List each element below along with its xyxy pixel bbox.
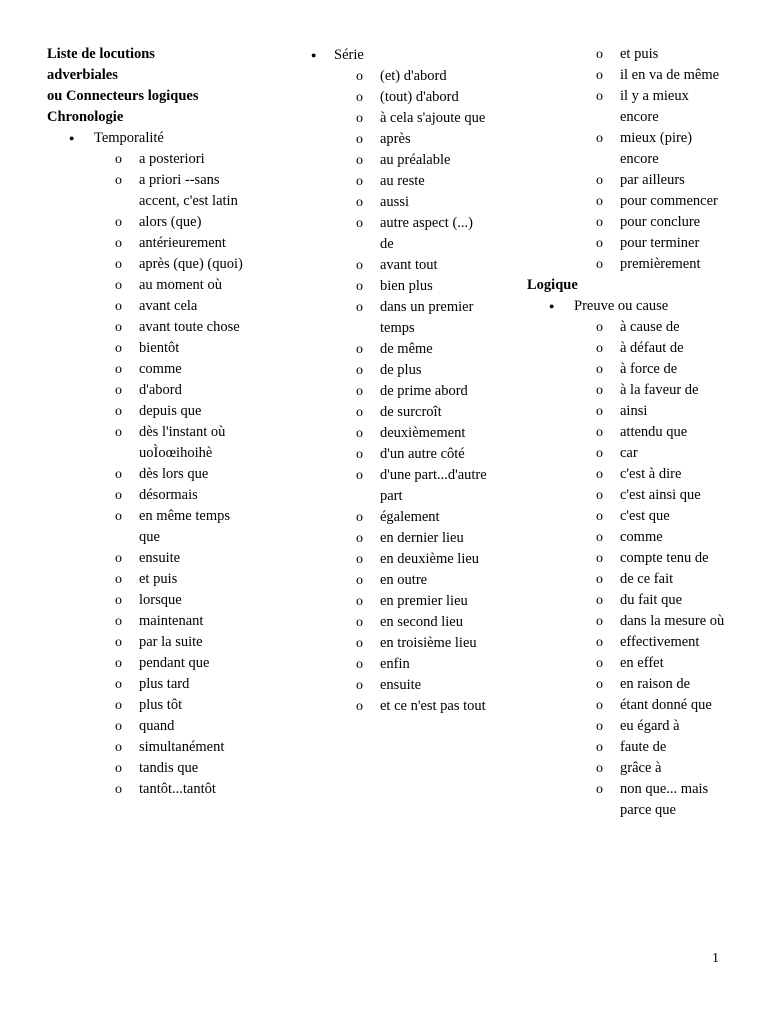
locution-item: o maintenant: [47, 611, 244, 632]
locution-item: o quand: [47, 716, 244, 737]
locution-list-preuve-ou-cause: [527, 317, 757, 821]
locution-item: o en troisième lieu: [311, 633, 490, 654]
locution-item: o dans la mesure où: [527, 611, 730, 632]
locution-item: o effectivement: [527, 632, 730, 653]
locution-item: o par la suite: [47, 632, 244, 653]
category-preuve-ou-cause: ● Preuve ou cause: [527, 296, 757, 317]
locution-item: o en raison de: [527, 674, 730, 695]
locution-item: o lorsque: [47, 590, 244, 611]
locution-item: o par ailleurs: [527, 170, 730, 191]
locution-item: o pour commencer: [527, 191, 730, 212]
locution-item: o de ce fait: [527, 569, 730, 590]
locution-item: o comme: [47, 359, 244, 380]
document-title: [47, 44, 262, 128]
locution-item: o à cela s'ajoute que: [311, 108, 490, 129]
locution-item: o (et) d'abord: [311, 66, 490, 87]
locution-item: o en effet: [527, 653, 730, 674]
locution-item: o tandis que: [47, 758, 244, 779]
locution-item: o enfin: [311, 654, 490, 675]
locution-item: o avant toute chose: [47, 317, 244, 338]
locution-item: o à défaut de: [527, 338, 730, 359]
locution-item: o alors (que): [47, 212, 244, 233]
locution-item: o (tout) d'abord: [311, 87, 490, 108]
locution-list-serie: [311, 66, 511, 717]
locution-item: o dès l'instant où uoÌoœihoihè: [47, 422, 244, 464]
locution-item: o plus tôt: [47, 695, 244, 716]
locution-item: o il en va de même: [527, 65, 730, 86]
locution-item: o avant cela: [47, 296, 244, 317]
locution-item: o en second lieu: [311, 612, 490, 633]
locution-item: o eu égard à: [527, 716, 730, 737]
locution-list-temporalite: [47, 149, 262, 800]
locution-item: o au reste: [311, 171, 490, 192]
locution-item: o pour terminer: [527, 233, 730, 254]
locution-item: o de prime abord: [311, 381, 490, 402]
locution-item: o et ce n'est pas tout: [311, 696, 490, 717]
column-2: [311, 45, 511, 717]
locution-list-serie-continued: [527, 44, 757, 275]
locution-item: o ensuite: [311, 675, 490, 696]
locution-item: o depuis que: [47, 401, 244, 422]
locution-item: o en même temps que: [47, 506, 244, 548]
locution-item: o après (que) (quoi): [47, 254, 244, 275]
locution-item: o a posteriori: [47, 149, 244, 170]
locution-item: o en dernier lieu: [311, 528, 490, 549]
locution-item: o à force de: [527, 359, 730, 380]
category-temporalite: ● Temporalité: [47, 128, 262, 149]
locution-item: o autre aspect (...) de: [311, 213, 490, 255]
locution-item: o ainsi: [527, 401, 730, 422]
locution-item: o bien plus: [311, 276, 490, 297]
locution-item: o d'un autre côté: [311, 444, 490, 465]
locution-item: o à la faveur de: [527, 380, 730, 401]
locution-item: o dès lors que: [47, 464, 244, 485]
locution-item: o dans un premier temps: [311, 297, 490, 339]
locution-item: o et puis: [527, 44, 730, 65]
locution-item: o avant tout: [311, 255, 490, 276]
column-1: [47, 44, 262, 800]
locution-item: o antérieurement: [47, 233, 244, 254]
locution-item: o non que... mais parce que: [527, 779, 730, 821]
section-heading-logique: Logique: [527, 277, 578, 293]
locution-item: o au moment où: [47, 275, 244, 296]
page-number: 1: [712, 951, 719, 966]
locution-item: o c'est que: [527, 506, 730, 527]
locution-item: o simultanément: [47, 737, 244, 758]
locution-item: o désormais: [47, 485, 244, 506]
locution-item: o après: [311, 129, 490, 150]
locution-item: o étant donné que: [527, 695, 730, 716]
locution-item: o c'est à dire: [527, 464, 730, 485]
locution-item: o de surcroît: [311, 402, 490, 423]
locution-item: o c'est ainsi que: [527, 485, 730, 506]
locution-item: o faute de: [527, 737, 730, 758]
locution-item: o au préalable: [311, 150, 490, 171]
locution-item: o deuxièmement: [311, 423, 490, 444]
locution-item: o tantôt...tantôt: [47, 779, 244, 800]
locution-item: o d'abord: [47, 380, 244, 401]
title-line: ou Connecteurs logiques: [47, 88, 199, 104]
locution-item: o du fait que: [527, 590, 730, 611]
locution-item: o plus tard: [47, 674, 244, 695]
locution-item: o également: [311, 507, 490, 528]
locution-item: o compte tenu de: [527, 548, 730, 569]
locution-item: o attendu que: [527, 422, 730, 443]
locution-item: o et puis: [47, 569, 244, 590]
locution-item: o de même: [311, 339, 490, 360]
locution-item: o bientôt: [47, 338, 244, 359]
column-3: [527, 44, 757, 821]
locution-item: o car: [527, 443, 730, 464]
title-line: adverbiales: [47, 67, 118, 83]
section-heading-chronologie: Chronologie: [47, 109, 124, 125]
locution-item: o premièrement: [527, 254, 730, 275]
locution-item: o a priori --sans accent, c'est latin: [47, 170, 244, 212]
locution-item: o d'une part...d'autre part: [311, 465, 490, 507]
locution-item: o pour conclure: [527, 212, 730, 233]
locution-item: o mieux (pire) encore: [527, 128, 730, 170]
locution-item: o en premier lieu: [311, 591, 490, 612]
locution-item: o à cause de: [527, 317, 730, 338]
locution-item: o ensuite: [47, 548, 244, 569]
locution-item: o aussi: [311, 192, 490, 213]
locution-item: o il y a mieux encore: [527, 86, 730, 128]
locution-item: o comme: [527, 527, 730, 548]
category-serie: ● Série: [311, 45, 511, 66]
locution-item: o en outre: [311, 570, 490, 591]
locution-item: o en deuxième lieu: [311, 549, 490, 570]
locution-item: o pendant que: [47, 653, 244, 674]
title-line: Liste de locutions: [47, 46, 155, 62]
locution-item: o de plus: [311, 360, 490, 381]
locution-item: o grâce à: [527, 758, 730, 779]
